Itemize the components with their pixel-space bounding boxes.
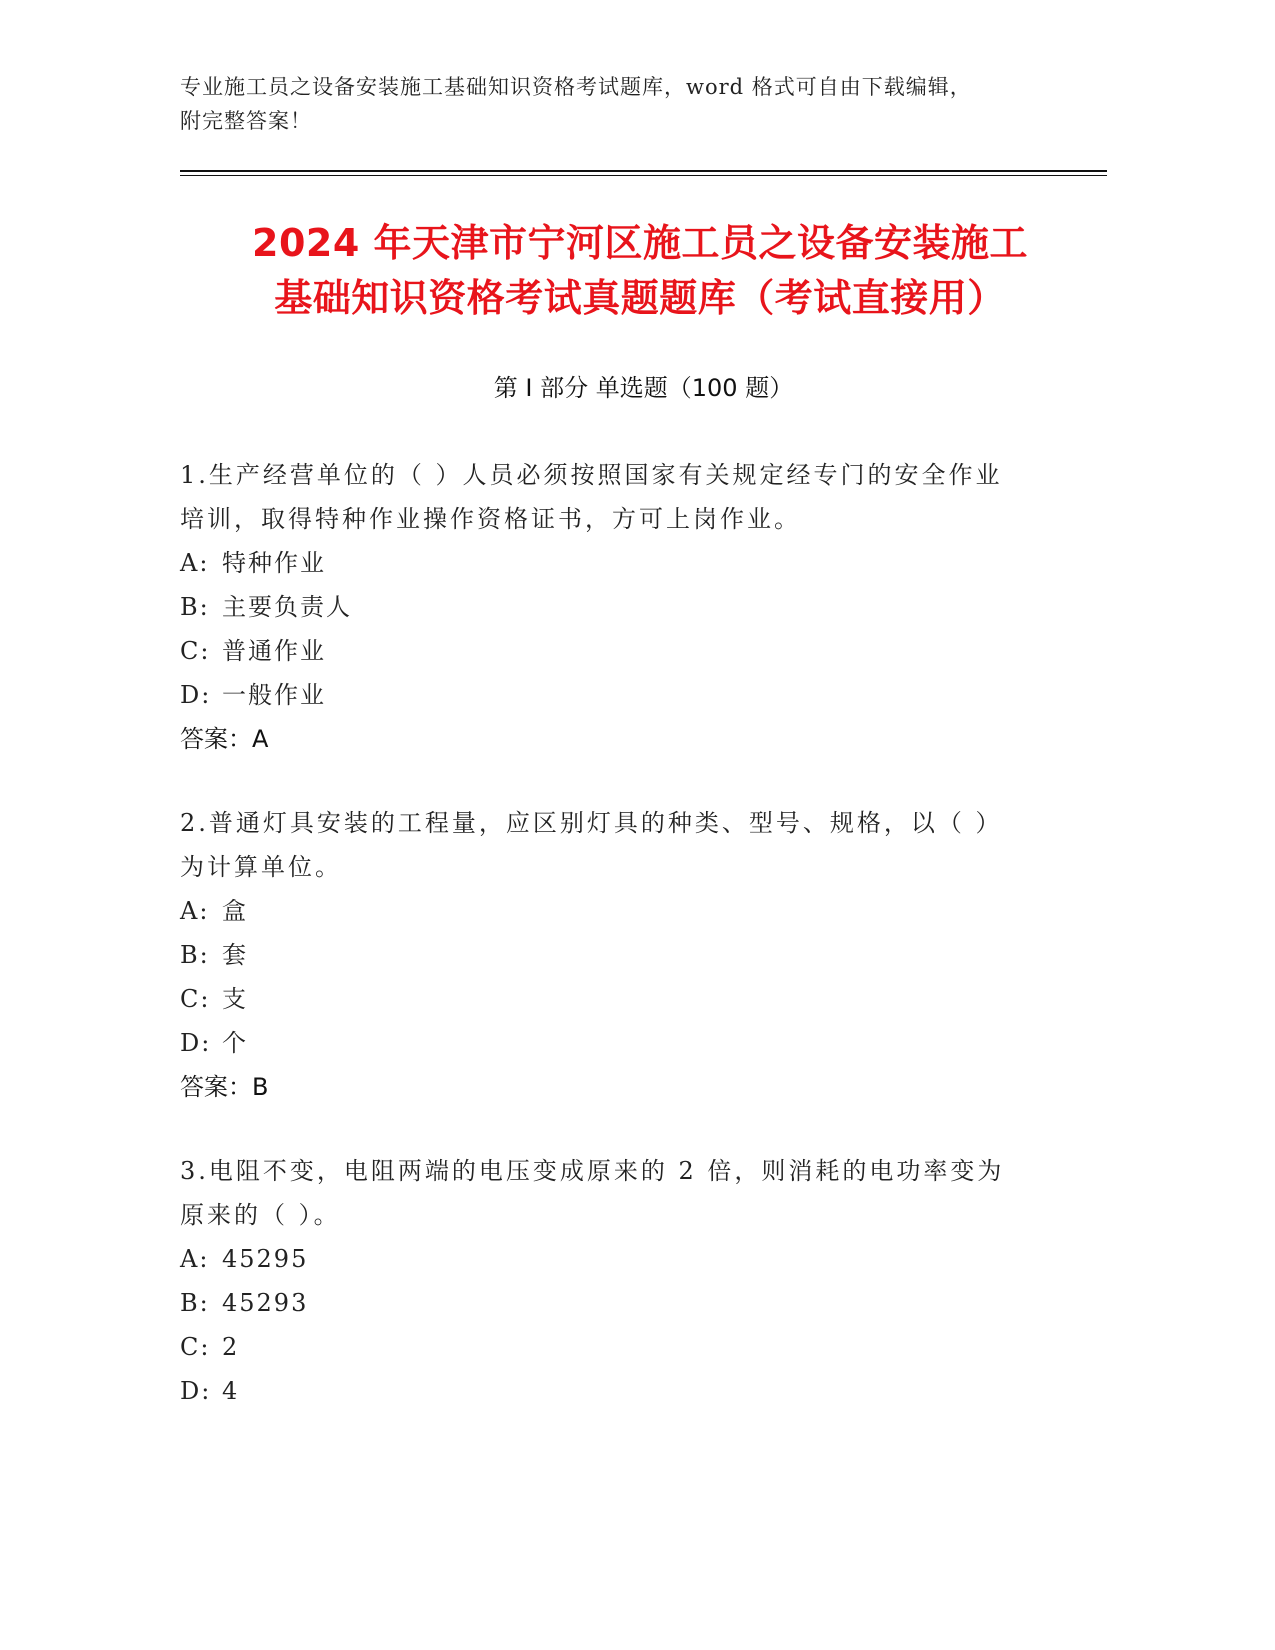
header-note-line-2: 附完整答案！ xyxy=(180,109,312,133)
option-letter: B: xyxy=(180,1289,210,1317)
option-d xyxy=(180,1021,1040,1065)
question-2 xyxy=(180,801,1040,1109)
option-letter: D: xyxy=(180,1377,212,1405)
option-d xyxy=(180,1369,1040,1413)
option-letter: B: xyxy=(180,593,210,621)
option-text: 支 xyxy=(222,985,248,1013)
option-text: 主要负责人 xyxy=(222,593,352,621)
option-c xyxy=(180,977,1040,1021)
option-text: 盒 xyxy=(222,897,248,925)
option-text: 个 xyxy=(222,1029,248,1057)
option-a xyxy=(180,541,1040,585)
option-text: 2 xyxy=(222,1333,240,1361)
option-text: 一般作业 xyxy=(222,681,326,709)
option-d xyxy=(180,673,1040,717)
document-title-line-2: 基础知识资格考试真题题库（考试直接用） xyxy=(274,276,1006,320)
header-note xyxy=(180,70,1080,138)
option-b xyxy=(180,585,1040,629)
option-c xyxy=(180,629,1040,673)
option-letter: C: xyxy=(180,637,211,665)
question-stem-line-2: 原来的（ ）。 xyxy=(180,1201,341,1229)
document-title-line-1: 2024 年天津市宁河区施工员之设备安装施工 xyxy=(252,221,1028,265)
option-b xyxy=(180,933,1040,977)
option-text: 45295 xyxy=(222,1245,309,1273)
answer-label: 答案：A xyxy=(180,725,269,753)
option-b xyxy=(180,1281,1040,1325)
question-stem-line-1: 2.普通灯具安装的工程量，应区别灯具的种类、型号、规格，以（ ） xyxy=(180,809,1003,837)
question-stem-line-1: 3.电阻不变，电阻两端的电压变成原来的 2 倍，则消耗的电功率变为 xyxy=(180,1157,1005,1185)
question-1 xyxy=(180,453,1040,761)
option-letter: A: xyxy=(180,549,210,577)
option-text: 4 xyxy=(222,1377,240,1405)
option-text: 特种作业 xyxy=(222,549,326,577)
question-stem-line-1: 1.生产经营单位的（ ）人员必须按照国家有关规定经专门的安全作业 xyxy=(180,461,1003,489)
option-a xyxy=(180,1237,1040,1281)
option-text: 普通作业 xyxy=(222,637,326,665)
header-note-line-1: 专业施工员之设备安装施工基础知识资格考试题库，word 格式可自由下载编辑， xyxy=(180,75,972,99)
question-stem-line-2: 为计算单位。 xyxy=(180,853,342,881)
option-letter: B: xyxy=(180,941,210,969)
question-stem-line-2: 培训，取得特种作业操作资格证书，方可上岗作业。 xyxy=(180,505,801,533)
option-text: 45293 xyxy=(222,1289,309,1317)
option-letter: A: xyxy=(180,897,210,925)
question-3 xyxy=(180,1149,1040,1413)
option-letter: A: xyxy=(180,1245,210,1273)
option-text: 套 xyxy=(222,941,248,969)
option-c xyxy=(180,1325,1040,1369)
option-letter: D: xyxy=(180,1029,212,1057)
option-letter: D: xyxy=(180,681,212,709)
document-title xyxy=(160,216,1120,326)
option-letter: C: xyxy=(180,985,211,1013)
option-a xyxy=(180,889,1040,933)
header-rule-bottom xyxy=(180,175,1107,176)
answer-label: 答案：B xyxy=(180,1073,269,1101)
header-rule-top xyxy=(180,170,1107,172)
section-title: 第 I 部分 单选题（100 题） xyxy=(493,374,794,402)
option-letter: C: xyxy=(180,1333,211,1361)
